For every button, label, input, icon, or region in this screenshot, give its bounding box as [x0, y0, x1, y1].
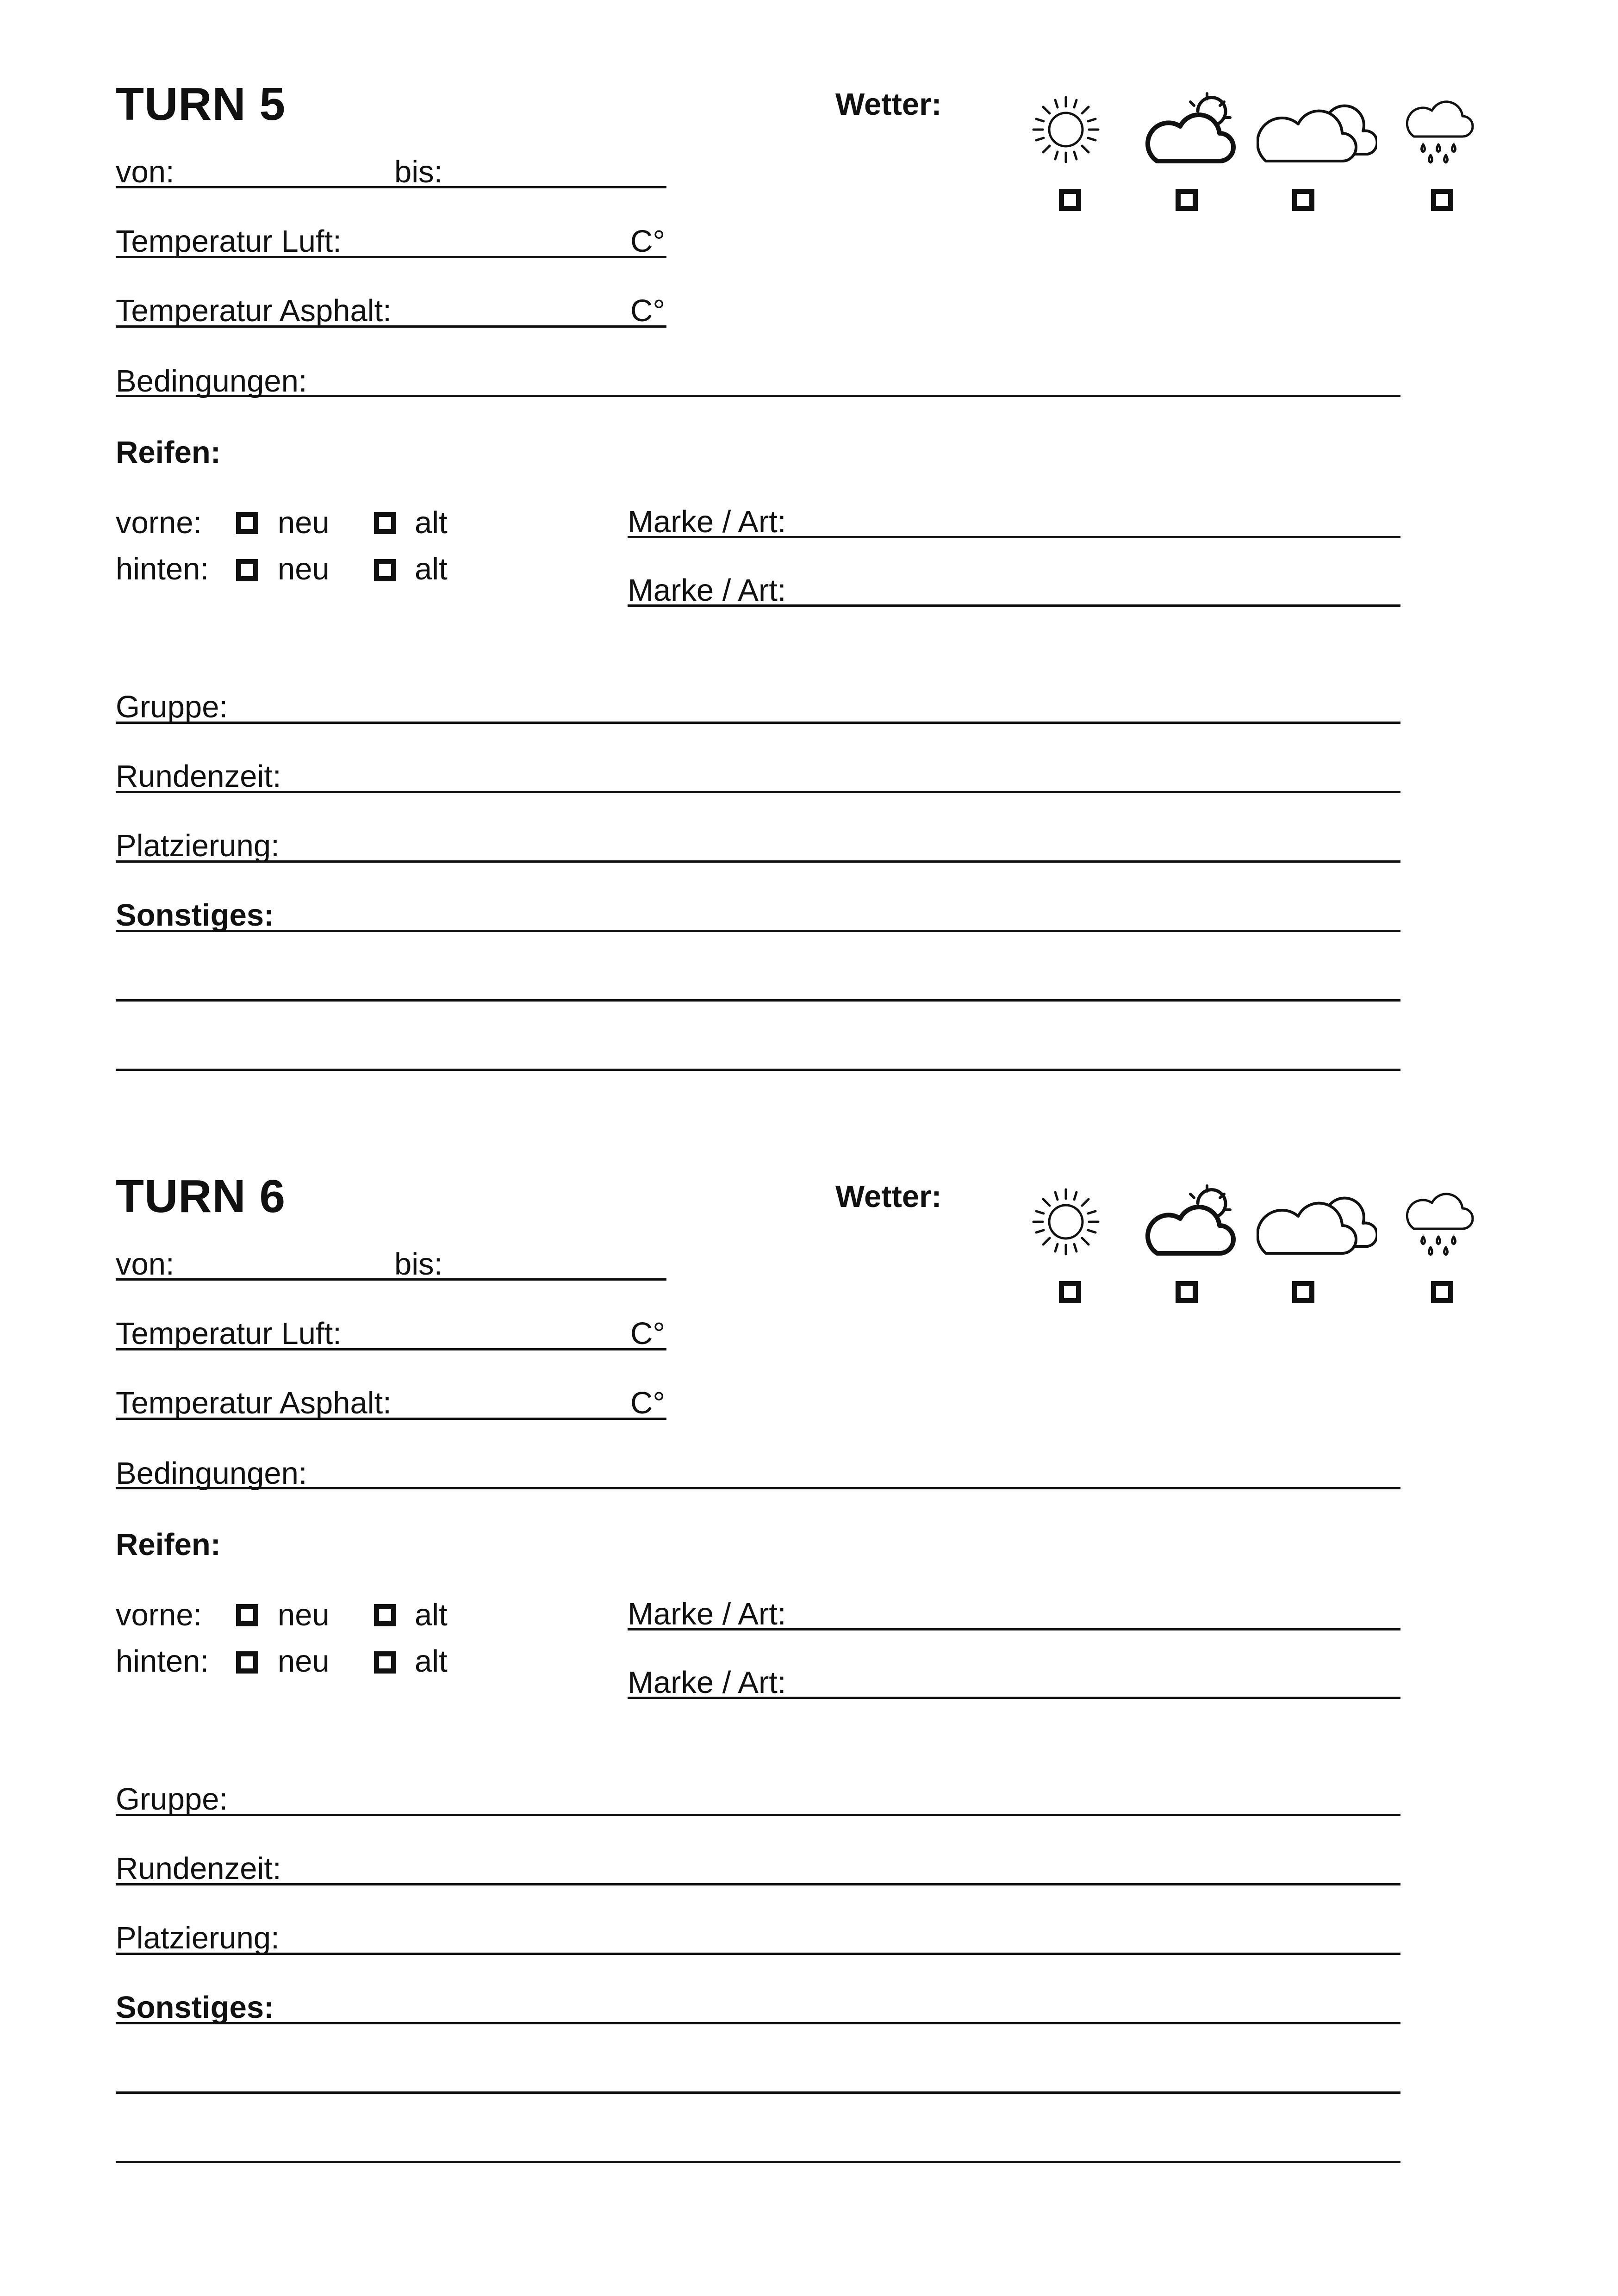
weather-rain-checkbox[interactable]: [1431, 1281, 1453, 1303]
laptime-label: Rundenzeit:: [116, 759, 281, 794]
rear-new-checkbox[interactable]: [236, 1651, 258, 1674]
misc-field-line-2[interactable]: [116, 2091, 1400, 2094]
bis-label: bis:: [394, 1247, 443, 1282]
group-label: Gruppe:: [116, 1782, 228, 1817]
placement-field-line[interactable]: [116, 1953, 1400, 1955]
front-new-label: neu: [278, 505, 330, 540]
conditions-label: Bedingungen:: [116, 364, 307, 398]
placement-field-line[interactable]: [116, 860, 1400, 863]
rear-new-label: neu: [278, 552, 330, 586]
laptime-field-line[interactable]: [116, 791, 1400, 793]
rear-old-checkbox[interactable]: [374, 559, 396, 581]
rear-new-checkbox[interactable]: [236, 559, 258, 581]
rear-new-label: neu: [278, 1644, 330, 1679]
temp-asphalt-unit: C°: [630, 293, 666, 328]
weather-partly-cloudy-checkbox[interactable]: [1176, 189, 1198, 211]
weather-label: Wetter:: [835, 1179, 942, 1214]
misc-field-line-2[interactable]: [116, 999, 1400, 1002]
tires-label: Reifen:: [116, 435, 221, 470]
cloudy-icon: [1257, 92, 1377, 170]
cloudy-icon: [1257, 1184, 1377, 1263]
misc-field-line-1[interactable]: [116, 2022, 1400, 2024]
temp-air-unit: C°: [630, 1316, 666, 1351]
partly-cloudy-icon: [1139, 92, 1236, 170]
weather-cloudy-checkbox[interactable]: [1292, 189, 1314, 211]
weather-cloudy-checkbox[interactable]: [1292, 1281, 1314, 1303]
front-old-checkbox[interactable]: [374, 512, 396, 534]
von-label: von:: [116, 155, 174, 189]
bis-label: bis:: [394, 155, 443, 189]
rear-old-label: alt: [415, 1644, 448, 1679]
temp-air-unit: C°: [630, 224, 666, 259]
placement-label: Platzierung:: [116, 1921, 280, 1955]
rear-brand-field-line[interactable]: [628, 604, 1400, 607]
turn-section-6: [0, 1092, 1618, 2157]
turn-section-5: [0, 0, 1618, 1064]
tires-label: Reifen:: [116, 1527, 221, 1562]
temp-asphalt-field-line[interactable]: [116, 1418, 666, 1420]
rear-brand-label: Marke / Art:: [628, 573, 786, 608]
placement-label: Platzierung:: [116, 828, 280, 863]
misc-label: Sonstiges:: [116, 898, 274, 933]
tires-front-label: vorne:: [116, 1598, 202, 1632]
temp-asphalt-label: Temperatur Asphalt:: [116, 293, 392, 328]
front-brand-label: Marke / Art:: [628, 504, 786, 539]
group-field-line[interactable]: [116, 722, 1400, 724]
rear-brand-field-line[interactable]: [628, 1697, 1400, 1699]
weather-rain-checkbox[interactable]: [1431, 189, 1453, 211]
conditions-label: Bedingungen:: [116, 1456, 307, 1491]
partly-cloudy-icon: [1139, 1184, 1236, 1263]
front-old-label: alt: [415, 505, 448, 540]
temp-asphalt-label: Temperatur Asphalt:: [116, 1386, 392, 1420]
von-label: von:: [116, 1247, 174, 1282]
front-old-checkbox[interactable]: [374, 1604, 396, 1626]
laptime-label: Rundenzeit:: [116, 1851, 281, 1886]
temp-air-label: Temperatur Luft:: [116, 224, 342, 259]
group-field-line[interactable]: [116, 1814, 1400, 1816]
weather-label: Wetter:: [835, 87, 942, 122]
conditions-field-line[interactable]: [116, 1487, 1400, 1489]
weather-partly-cloudy-checkbox[interactable]: [1176, 1281, 1198, 1303]
tires-rear-label: hinten:: [116, 1644, 209, 1679]
temp-air-field-line[interactable]: [116, 1348, 666, 1350]
front-new-label: neu: [278, 1598, 330, 1632]
front-brand-field-line[interactable]: [628, 1628, 1400, 1630]
weather-sun-checkbox[interactable]: [1059, 189, 1081, 211]
front-brand-field-line[interactable]: [628, 536, 1400, 538]
group-label: Gruppe:: [116, 690, 228, 724]
conditions-field-line[interactable]: [116, 395, 1400, 397]
sun-icon: [1027, 93, 1105, 167]
front-brand-label: Marke / Art:: [628, 1597, 786, 1631]
temp-asphalt-unit: C°: [630, 1386, 666, 1420]
misc-field-line-1[interactable]: [116, 930, 1400, 932]
time-field-line[interactable]: [116, 186, 666, 188]
temp-air-field-line[interactable]: [116, 256, 666, 258]
turn-title: TURN 5: [116, 78, 286, 130]
rear-old-label: alt: [415, 552, 448, 586]
turn-title: TURN 6: [116, 1170, 286, 1222]
temp-asphalt-field-line[interactable]: [116, 325, 666, 328]
front-new-checkbox[interactable]: [236, 512, 258, 534]
rear-brand-label: Marke / Art:: [628, 1665, 786, 1700]
rain-icon: [1402, 93, 1481, 169]
tires-front-label: vorne:: [116, 505, 202, 540]
time-field-line[interactable]: [116, 1278, 666, 1281]
misc-field-line-3[interactable]: [116, 2161, 1400, 2163]
tires-rear-label: hinten:: [116, 552, 209, 586]
misc-field-line-3[interactable]: [116, 1069, 1400, 1071]
misc-label: Sonstiges:: [116, 1990, 274, 2025]
sun-icon: [1027, 1185, 1105, 1259]
front-new-checkbox[interactable]: [236, 1604, 258, 1626]
front-old-label: alt: [415, 1598, 448, 1632]
rear-old-checkbox[interactable]: [374, 1651, 396, 1674]
laptime-field-line[interactable]: [116, 1883, 1400, 1885]
rain-icon: [1402, 1185, 1481, 1261]
temp-air-label: Temperatur Luft:: [116, 1316, 342, 1351]
weather-sun-checkbox[interactable]: [1059, 1281, 1081, 1303]
